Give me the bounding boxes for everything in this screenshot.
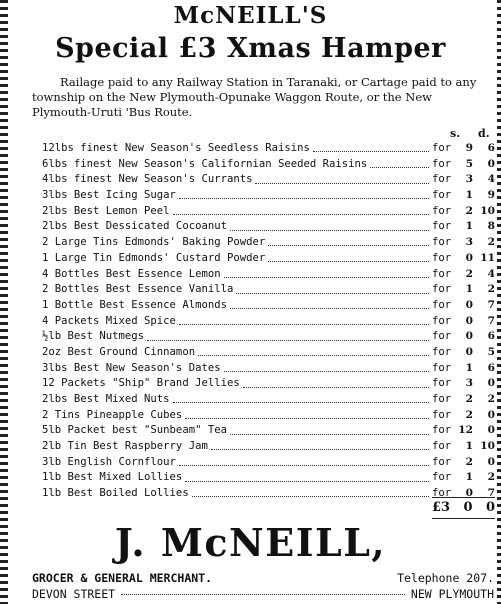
- list-item: [42, 346, 495, 362]
- item-name: 3lbs Best Icing Sugar: [42, 189, 176, 202]
- list-item: [42, 220, 495, 236]
- item-shillings: 2: [465, 267, 473, 280]
- item-name: 1 Large Tin Edmonds' Custard Powder: [42, 251, 266, 264]
- item-leader-dots: [224, 277, 429, 278]
- item-for: for: [432, 455, 452, 468]
- address-leader-dots: [121, 594, 405, 595]
- item-name: 4 Bottles Best Essence Lemon: [42, 267, 221, 280]
- item-pence: 2: [487, 236, 495, 249]
- total-pounds: £3: [432, 500, 451, 515]
- list-item: [42, 456, 495, 472]
- item-for: for: [432, 377, 452, 390]
- item-name: 4 Packets Mixed Spice: [42, 314, 176, 327]
- item-name: 3lbs Best New Season's Dates: [42, 361, 221, 374]
- list-item: [42, 173, 495, 189]
- item-name: 1lb Best Boiled Lollies: [42, 487, 189, 500]
- left-decorative-border: [0, 0, 8, 604]
- item-for: for: [432, 283, 452, 296]
- item-for: for: [432, 408, 452, 421]
- item-for: for: [432, 236, 452, 249]
- item-shillings: 1: [465, 471, 473, 484]
- list-item: [42, 393, 495, 409]
- item-pence: 11: [480, 251, 495, 264]
- item-leader-dots: [173, 402, 429, 403]
- hamper-title: Special £3 Xmas Hamper: [55, 33, 446, 64]
- item-name: 1lb Best Mixed Lollies: [42, 471, 183, 484]
- item-leader-dots: [211, 449, 429, 450]
- address-line: [32, 587, 494, 601]
- item-name: 1 Bottle Best Essence Almonds: [42, 298, 227, 311]
- list-item: [42, 440, 495, 456]
- item-leader-dots: [230, 308, 429, 309]
- item-name: 3lb English Cornflour: [42, 455, 176, 468]
- item-name: 2lb Tin Best Raspberry Jam: [42, 440, 208, 453]
- item-name: 5lb Packet best "Sunbeam" Tea: [42, 424, 227, 437]
- item-pence: 4: [487, 173, 495, 186]
- item-pence: 7: [487, 314, 495, 327]
- list-item: [42, 189, 495, 205]
- item-shillings: 0: [465, 314, 473, 327]
- item-shillings: 0: [465, 345, 473, 358]
- list-item: [42, 268, 495, 284]
- item-shillings: 1: [465, 283, 473, 296]
- pence-header: d.: [478, 127, 490, 140]
- item-for: for: [432, 173, 452, 186]
- item-leader-dots: [173, 214, 429, 215]
- item-leader-dots: [370, 167, 429, 168]
- item-name: 4lbs finest New Season's Currants: [42, 173, 253, 186]
- item-leader-dots: [192, 496, 429, 497]
- item-for: for: [432, 189, 452, 202]
- item-pence: 7: [487, 487, 495, 500]
- item-shillings: 1: [465, 361, 473, 374]
- item-leader-dots: [198, 355, 429, 356]
- item-shillings: 2: [465, 204, 473, 217]
- item-pence: 0: [487, 377, 495, 390]
- item-for: for: [432, 267, 452, 280]
- item-for: for: [432, 204, 452, 217]
- list-item: [42, 299, 495, 315]
- item-leader-dots: [268, 261, 429, 262]
- item-for: for: [432, 393, 452, 405]
- item-leader-dots: [255, 183, 429, 184]
- list-item: [42, 315, 495, 331]
- total-pence: 0: [485, 500, 495, 515]
- item-for: for: [432, 361, 452, 374]
- list-item: [42, 236, 495, 252]
- list-item: [42, 409, 495, 425]
- item-name: 2 Tins Pineapple Cubes: [42, 408, 183, 421]
- item-pence: 6: [487, 361, 495, 374]
- street-name: DEVON STREET: [32, 587, 116, 601]
- item-for: for: [432, 440, 452, 453]
- item-pence: 4: [487, 267, 495, 280]
- item-name: 2lbs Best Mixed Nuts: [42, 393, 170, 405]
- item-shillings: 1: [465, 189, 473, 202]
- item-pence: 2: [487, 393, 495, 405]
- list-item: [42, 142, 495, 158]
- list-item: [42, 487, 495, 503]
- item-pence: 9: [487, 189, 495, 202]
- item-leader-dots: [236, 293, 429, 294]
- item-for: for: [432, 298, 452, 311]
- list-item: [42, 283, 495, 299]
- item-leader-dots: [268, 245, 429, 246]
- item-shillings: 3: [465, 173, 473, 186]
- total-shillings: 0: [463, 500, 473, 515]
- item-for: for: [432, 345, 452, 358]
- item-name: 12 Packets "Ship" Brand Jellies: [42, 377, 240, 390]
- item-for: for: [432, 424, 452, 437]
- item-for: for: [432, 330, 452, 343]
- item-leader-dots: [179, 324, 429, 325]
- item-shillings: 0: [465, 298, 473, 311]
- item-shillings: 0: [465, 330, 473, 343]
- list-item: [42, 471, 495, 487]
- item-pence: 0: [487, 424, 495, 437]
- item-shillings: 2: [465, 393, 473, 405]
- item-pence: 0: [487, 408, 495, 421]
- trade-line: [32, 571, 494, 585]
- list-item: [42, 252, 495, 268]
- store-name-heading: McNEILL'S: [173, 2, 328, 29]
- item-name: 2 Bottles Best Essence Vanilla: [42, 283, 234, 296]
- item-leader-dots: [230, 434, 429, 435]
- item-shillings: 9: [465, 142, 473, 154]
- list-item: [42, 158, 495, 174]
- total-price: [432, 500, 495, 515]
- item-for: for: [432, 487, 452, 500]
- right-decorative-border: [497, 0, 501, 604]
- item-shillings: 1: [465, 440, 473, 453]
- item-shillings: 0: [465, 487, 473, 500]
- item-name: 2 Large Tins Edmonds' Baking Powder: [42, 236, 266, 249]
- item-name: 2oz Best Ground Cinnamon: [42, 345, 196, 358]
- total-rule-bottom: [432, 518, 495, 519]
- item-pence: 6: [487, 330, 495, 343]
- item-shillings: 3: [465, 236, 473, 249]
- item-leader-dots: [230, 230, 429, 231]
- item-for: for: [432, 142, 452, 154]
- item-shillings: 1: [465, 220, 473, 233]
- item-pence: 5: [487, 345, 495, 358]
- item-shillings: 3: [465, 377, 473, 390]
- shillings-header: s.: [450, 127, 461, 140]
- telephone-number: Telephone 207.: [397, 571, 494, 585]
- item-name: 2lbs Best Lemon Peel: [42, 204, 170, 217]
- item-leader-dots: [224, 371, 429, 372]
- item-name: 2lbs Best Dessicated Cocoanut: [42, 220, 227, 233]
- item-name: ½lb Best Nutmegs: [42, 330, 145, 343]
- item-pence: 2: [487, 471, 495, 484]
- intro-paragraph: Railage paid to any Railway Station in Taranaki, or Cartage paid to any township on the New Plymouth-Opunake Waggon Route, or the New Plymouth-Uruti 'Bus Route.: [32, 75, 477, 119]
- list-item: [42, 362, 495, 378]
- total-rule-top: [432, 497, 495, 498]
- item-pence: 7: [487, 298, 495, 311]
- item-shillings: 5: [465, 157, 473, 170]
- item-leader-dots: [185, 481, 429, 482]
- list-item: [42, 424, 495, 440]
- item-pence: 8: [487, 220, 495, 233]
- town-name: NEW PLYMOUTH: [410, 587, 494, 601]
- item-name: 6lbs finest New Season's Californian Seeded Raisins: [42, 157, 368, 170]
- item-shillings: 12: [458, 424, 473, 437]
- item-for: for: [432, 220, 452, 233]
- item-pence: 0: [487, 157, 495, 170]
- item-pence: 10: [480, 204, 495, 217]
- item-for: for: [432, 471, 452, 484]
- item-name: 12lbs finest New Season's Seedless Raisins: [42, 142, 310, 154]
- list-item: [42, 330, 495, 346]
- item-leader-dots: [243, 387, 429, 388]
- item-leader-dots: [179, 465, 429, 466]
- item-leader-dots: [179, 198, 429, 199]
- merchant-name: J. McNEILL,: [114, 520, 387, 565]
- item-list: [42, 142, 495, 503]
- item-for: for: [432, 157, 452, 170]
- item-pence: 6: [487, 142, 495, 154]
- item-pence: 0: [487, 455, 495, 468]
- list-item: [42, 377, 495, 393]
- trade-description: GROCER & GENERAL MERCHANT.: [32, 571, 213, 585]
- item-shillings: 0: [465, 251, 473, 264]
- item-for: for: [432, 251, 452, 264]
- item-shillings: 2: [465, 408, 473, 421]
- item-pence: 2: [487, 283, 495, 296]
- item-for: for: [432, 314, 452, 327]
- list-item: [42, 205, 495, 221]
- item-shillings: 2: [465, 455, 473, 468]
- item-leader-dots: [147, 340, 429, 341]
- item-pence: 10: [480, 440, 495, 453]
- item-leader-dots: [313, 151, 429, 152]
- item-leader-dots: [185, 418, 429, 419]
